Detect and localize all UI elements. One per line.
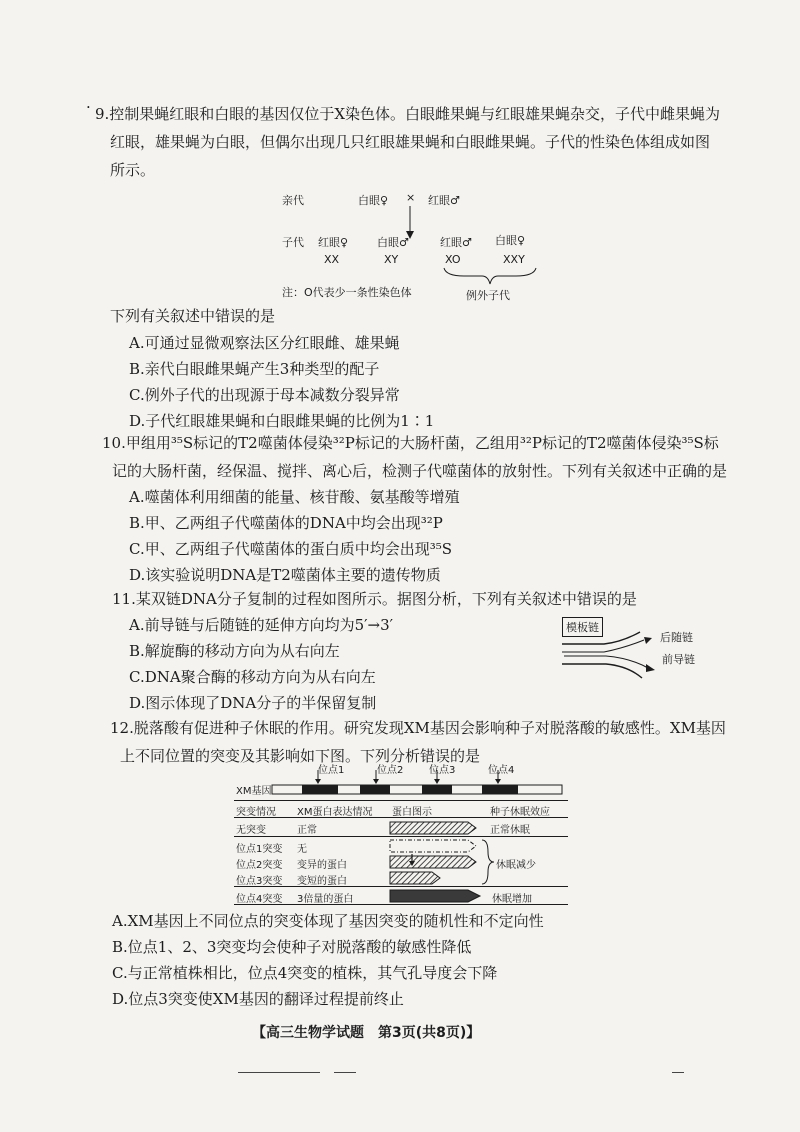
replication-fork-lines [560,630,670,686]
child-2-phenotype: 白眼♂ [377,236,409,249]
row-1-mutation: 位点1突变 [236,844,283,855]
q12-option-c: C.与正常植株相比，位点4突变的植株，其气孔导度会下降 [112,964,498,982]
template-label: 模板链 [562,617,603,637]
header-protein: 蛋白图示 [392,807,432,818]
row-4-effect: 休眠增加 [492,894,532,905]
gene-label: XM基因 [236,786,272,797]
lagging-label: 后随链 [660,631,693,644]
child-2-genotype: XY [384,253,399,266]
dot-mark: · [86,98,91,116]
q12-stem-line1: 12.脱落酸有促进种子休眠的作用。研究发现XM基因会影响种子对脱落酸的敏感性。XM基因 [110,719,726,737]
q12-stem-line2: 上不同位置的突变及其影响如下图。下列分析错误的是 [120,747,481,765]
row-4-expression: 3倍量的蛋白 [297,894,354,905]
child-label: 子代 [282,236,304,249]
q11-stem: 11.某双链DNA分子复制的过程如图所示。据图分析，下列有关叙述中错误的是 [112,590,637,608]
q10-option-b: B.甲、乙两组子代噬菌体的DNA中均会出现³²P [129,514,443,532]
q9-option-d: D.子代红眼雄果蝇和白眼雌果蝇的比例为1∶1 [129,412,435,430]
parent-female: 白眼♀ [358,194,389,207]
q9-prompt: 下列有关叙述中错误的是 [110,307,276,325]
row-3-mutation: 位点3突变 [236,876,283,887]
scan-mark-right [672,1072,684,1073]
row-0-effect: 正常休眠 [490,825,530,836]
child-3-genotype: XO [445,253,461,266]
header-effect: 种子休眠效应 [490,807,550,818]
q10-stem-line2: 记的大肠杆菌，经保温、搅拌、离心后，检测子代噬菌体的放射性。下列有关叙述中正确的是 [112,462,728,480]
site-2-label: 位点2 [377,765,404,776]
scan-mark-mid [334,1072,356,1073]
row-1-expression: 无 [297,844,307,855]
page-footer: 【高三生物学试题 第3页(共8页)】 [252,1025,481,1041]
header-mutation: 突变情况 [236,807,276,818]
q10-option-d: D.该实验说明DNA是T2噬菌体主要的遗传物质 [129,566,441,584]
q11-option-a: A.前导链与后随链的延伸方向均为5′→3′ [129,616,394,634]
child-3-phenotype: 红眼♂ [440,236,472,249]
site-4-label: 位点4 [488,765,515,776]
group-effect: 休眠减少 [496,860,536,871]
child-1-phenotype: 红眼♀ [318,236,349,249]
row-2-mutation: 位点2突变 [236,860,283,871]
q9-option-b: B.亲代白眼雌果蝇产生3种类型的配子 [129,360,380,378]
row-0-mutation: 无突变 [236,825,266,836]
child-1-genotype: XX [324,253,340,266]
row-3-expression: 变短的蛋白 [297,876,347,887]
leading-label: 前导链 [662,653,695,666]
row-2-expression: 变异的蛋白 [297,860,347,871]
q12-option-b: B.位点1、2、3突变均会使种子对脱落酸的敏感性降低 [112,938,472,956]
child-4-genotype: XXY [503,253,525,266]
q10-option-a: A.噬菌体利用细菌的能量、核苷酸、氨基酸等增殖 [129,488,460,506]
child-4-phenotype: 白眼♀ [495,234,526,247]
table-bottom-rule [234,904,568,905]
q9-stem-line2: 红眼，雄果蝇为白眼，但偶尔出现几只红眼雄果蝇和白眼雌果蝇。子代的性染色体组成如图 [110,133,711,151]
q9-option-a: A.可通过显微观察法区分红眼雌、雄果蝇 [129,334,400,352]
header-expression: XM蛋白表达情况 [297,807,373,818]
q10-stem-line1: 10.甲组用³⁵S标记的T2噬菌体侵染³²P标记的大肠杆菌，乙组用³²P标记的T2噬菌体侵染³⁵S标 [102,434,719,452]
q11-option-b: B.解旋酶的移动方向为从右向左 [129,642,340,660]
q12-option-d: D.位点3突变使XM基因的翻译过程提前终止 [112,990,404,1008]
row-4-mutation: 位点4突变 [236,894,283,905]
exception-label: 例外子代 [466,289,510,302]
site-3-label: 位点3 [429,765,456,776]
site-1-label: 位点1 [318,765,345,776]
q9-stem-line1: 9.控制果蝇红眼和白眼的基因仅位于X染色体。白眼雌果蝇与红眼雄果蝇杂交，子代中雌果蝇为 [95,105,720,123]
parent-label: 亲代 [282,194,304,207]
row-0-expression: 正常 [297,825,317,836]
q11-option-c: C.DNA聚合酶的移动方向为从右向左 [129,668,376,686]
q12-option-a: A.XM基因上不同位点的突变体现了基因突变的随机性和不定向性 [112,912,544,930]
q9-option-c: C.例外子代的出现源于母本减数分裂异常 [129,386,400,404]
cross-symbol: × [406,191,416,204]
q11-option-d: D.图示体现了DNA分子的半保留复制 [129,694,377,712]
q10-option-c: C.甲、乙两组子代噬菌体的蛋白质中均会出现³⁵S [129,540,453,558]
q9-stem-line3: 所示。 [110,161,156,179]
scan-mark-left [238,1072,320,1073]
q9-note: 注：O代表少一条性染色体 [282,286,412,299]
parent-male: 红眼♂ [428,194,460,207]
table-top-rule [234,800,568,801]
exception-brace [440,266,540,286]
xm-gene-bar [270,770,570,802]
